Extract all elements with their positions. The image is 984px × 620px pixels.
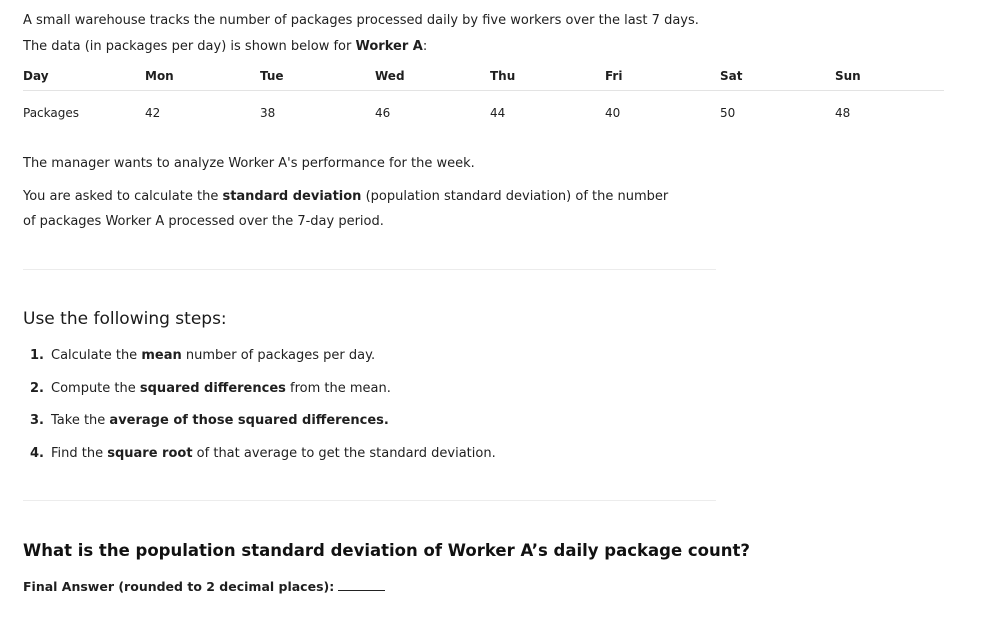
- step-text: Calculate the mean number of packages per day.: [51, 348, 376, 363]
- table-cell: 44: [490, 106, 506, 120]
- table-header-cell: Sat: [720, 62, 835, 91]
- table-header-cell: Sun: [835, 62, 944, 91]
- final-answer-line: [23, 577, 385, 597]
- table-header-cell: Fri: [605, 62, 720, 91]
- task-bold: standard deviation: [222, 189, 362, 204]
- table-cell: 48: [835, 106, 851, 120]
- divider: [23, 269, 716, 270]
- intro-text: A small warehouse tracks the number of packages processed daily by five workers over the last 7 days. The data (in packages per day) is shown below for: [23, 13, 699, 54]
- table-header-row: [23, 62, 944, 91]
- list-item: [23, 442, 496, 475]
- intro-colon: :: [422, 39, 428, 54]
- table-cell: 50: [720, 106, 736, 120]
- final-answer-label: Final Answer (rounded to 2 decimal places):: [23, 579, 335, 594]
- divider: [23, 500, 716, 501]
- intro-paragraph: [23, 8, 723, 60]
- task-text: (population standard deviation) of the number of packages Worker A processed over the 7-day period.: [23, 189, 669, 229]
- step-number: 3.: [30, 413, 44, 428]
- packages-table: [23, 62, 944, 135]
- table-header-cell: Tue: [260, 62, 375, 91]
- steps-heading: Use the following steps:: [23, 309, 227, 329]
- worker-name: Worker A: [355, 39, 423, 54]
- step-number: 4.: [30, 445, 44, 461]
- table-row-label: Packages: [23, 106, 79, 120]
- table-cell: 46: [375, 106, 391, 120]
- list-item: [23, 409, 496, 442]
- task-paragraph: [23, 184, 683, 234]
- step-text: Take the average of those squared differences.: [51, 413, 389, 428]
- table-cell: 40: [605, 106, 621, 120]
- manager-paragraph: The manager wants to analyze Worker A's performance for the week.: [23, 156, 475, 171]
- list-item: [23, 377, 496, 410]
- table-header-cell: Mon: [145, 62, 260, 91]
- answer-blank: [338, 577, 385, 591]
- step-text: Find the square root of that average to get the standard deviation.: [51, 445, 496, 461]
- table-header-cell: Wed: [375, 62, 490, 91]
- list-item: [23, 344, 496, 377]
- step-text: Compute the squared differences from the mean.: [51, 380, 391, 396]
- table-cell: 42: [145, 106, 161, 120]
- step-number: 2.: [30, 380, 44, 396]
- step-number: 1.: [30, 348, 44, 363]
- table-cell: 38: [260, 106, 276, 120]
- table-row: [23, 91, 944, 136]
- table-header-cell: Day: [23, 62, 145, 91]
- question-heading: What is the population standard deviation of Worker A’s daily package count?: [23, 541, 750, 560]
- table-header-cell: Thu: [490, 62, 605, 91]
- task-text: You are asked to calculate the: [23, 189, 223, 204]
- steps-list: [23, 344, 496, 474]
